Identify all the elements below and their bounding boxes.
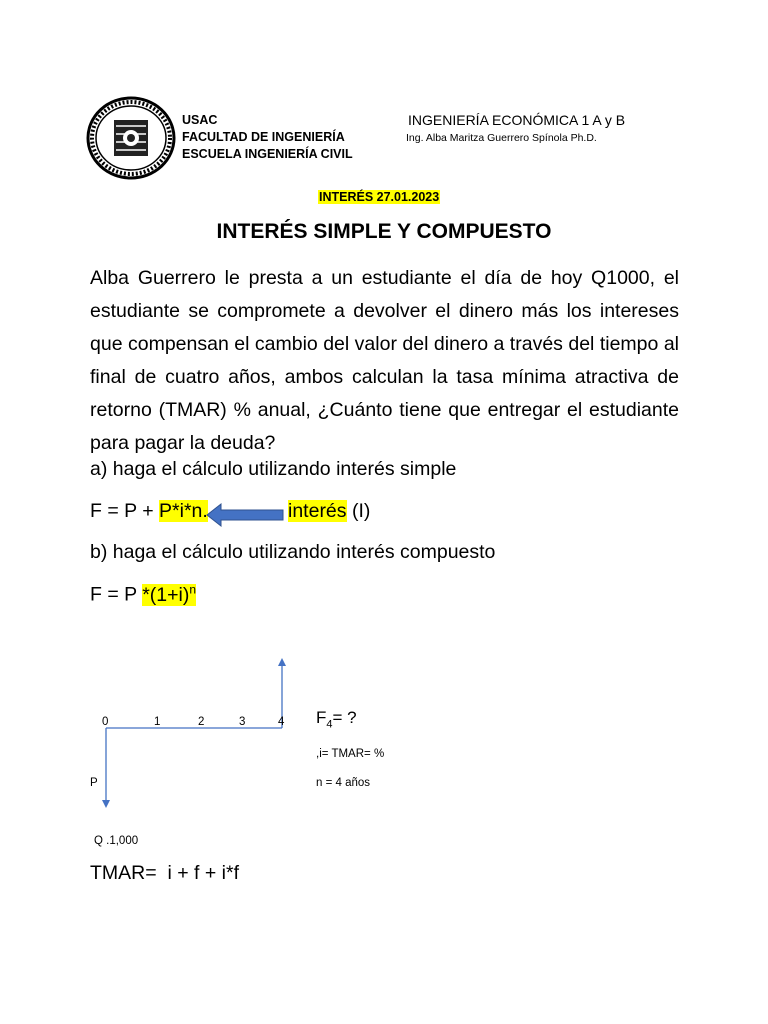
present-value-label: P xyxy=(90,777,98,789)
period-label: 2 xyxy=(198,716,205,728)
part-b-instruction: b) haga el cálculo utilizando interés compuesto xyxy=(90,541,496,563)
formula-interest-term: P*i*n. xyxy=(159,500,208,522)
period-label: 0 xyxy=(102,716,109,728)
interest-label xyxy=(288,500,370,523)
problem-statement: Alba Guerrero le presta a un estudiante el día de hoy Q1000, el estudiante se compromete a devolver el dinero más los intereses que compensan el cambio del valor del dinero a través del tiempo al final de cuatro años, ambos calculan la tasa mínima atractiva de retorno (TMAR) % anual, ¿Cuánto tiene que entregar el estudiante para pagar la deuda? xyxy=(90,267,679,454)
periods-note: n = 4 años xyxy=(316,777,371,789)
page-title: INTERÉS SIMPLE Y COMPUESTO xyxy=(216,220,552,243)
formula-prefix: F = P + xyxy=(90,500,160,522)
compound-interest-formula xyxy=(90,582,196,607)
institution-line: ESCUELA INGENIERÍA CIVIL xyxy=(182,147,353,161)
university-seal-icon xyxy=(86,96,176,180)
interest-word: interés xyxy=(288,500,347,522)
course-title: INGENIERÍA ECONÓMICA 1 A y B xyxy=(408,112,626,128)
tmar-formula: TMAR= i + f + i*f xyxy=(90,862,240,884)
period-label: 1 xyxy=(154,716,161,728)
institution-line: FACULTAD DE INGENIERÍA xyxy=(182,130,345,144)
part-a-instruction: a) haga el cálculo utilizando interés simple xyxy=(90,458,457,480)
formula-compound-term: $*(1+i)^n$ xyxy=(142,582,197,606)
period-label: 4 xyxy=(278,716,285,728)
interest-symbol: (I) xyxy=(346,500,371,522)
left-arrow-icon xyxy=(205,502,285,533)
future-value-label: $F_4=$ ? xyxy=(316,708,357,731)
present-value-amount: Q .1,000 xyxy=(94,835,139,847)
simple-interest-formula xyxy=(90,500,208,523)
formula-prefix: F = P xyxy=(90,583,143,606)
institution-line: USAC xyxy=(182,113,218,127)
rate-note: ,i= TMAR= % xyxy=(316,748,385,760)
date-tag: INTERÉS 27.01.2023 xyxy=(319,190,440,204)
period-label: 3 xyxy=(239,716,246,728)
future-value-subscript: 4 xyxy=(326,718,333,731)
institution-block xyxy=(182,112,353,163)
professor-name: Ing. Alba Maritza Guerrero Spínola Ph.D. xyxy=(406,132,597,144)
cash-flow-diagram xyxy=(80,650,310,815)
formula-exponent: n xyxy=(189,582,197,596)
